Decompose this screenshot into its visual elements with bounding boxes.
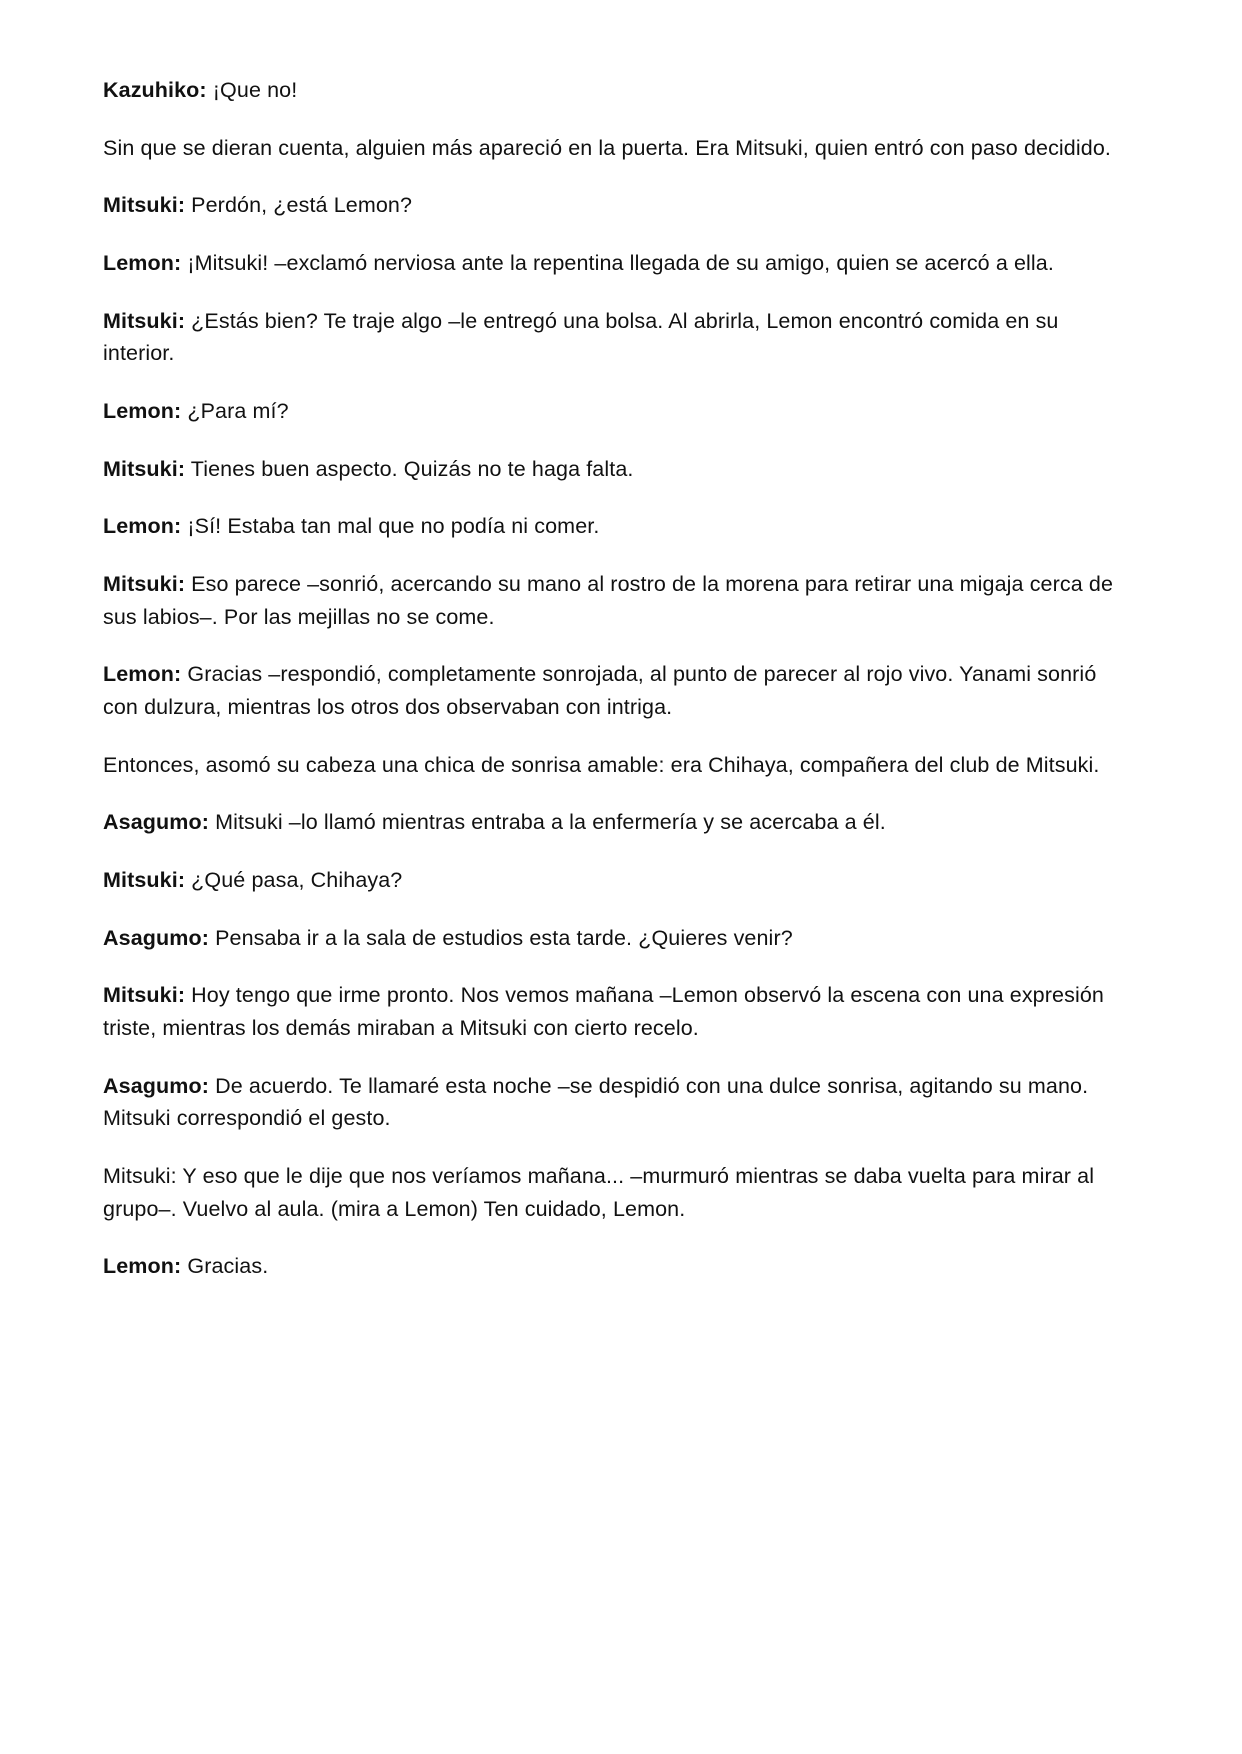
paragraph-text: ¿Para mí? <box>181 399 289 424</box>
paragraph-text: ¡Mitsuki! –exclamó nerviosa ante la repentina llegada de su amigo, quien se acercó a ella. <box>181 251 1054 276</box>
speaker-label: Lemon: <box>103 1254 182 1279</box>
paragraph-text: De acuerdo. Te llamaré esta noche –se despidió con una dulce sonrisa, agitando su mano. Mitsuki correspondió el gesto. <box>103 1073 1089 1131</box>
dialogue-paragraph <box>103 979 1134 1044</box>
dialogue-paragraph <box>103 568 1134 633</box>
dialogue-paragraph <box>103 1250 1134 1283</box>
speaker-label: Kazuhiko: <box>103 78 207 102</box>
paragraph-text: ¡Sí! Estaba tan mal que no podía ni comer. <box>181 514 600 539</box>
paragraph-text: ¿Qué pasa, Chihaya? <box>185 868 403 893</box>
dialogue-paragraph <box>103 305 1134 370</box>
dialogue-paragraph <box>103 658 1134 723</box>
speaker-label: Mitsuki: <box>103 193 186 218</box>
dialogue-paragraph <box>103 132 1134 165</box>
dialogue-paragraph <box>103 395 1134 428</box>
dialogue-paragraph <box>103 1070 1134 1135</box>
speaker-label: Mitsuki: <box>103 1164 177 1189</box>
document-body <box>103 74 1134 1283</box>
dialogue-paragraph <box>103 806 1134 839</box>
speaker-label: Lemon: <box>103 251 182 276</box>
paragraph-text: Pensaba ir a la sala de estudios esta tarde. ¿Quieres venir? <box>208 925 793 950</box>
paragraph-text: Gracias. <box>181 1254 269 1279</box>
speaker-label: Lemon: <box>103 662 182 687</box>
speaker-label: Asagumo: <box>103 810 209 835</box>
paragraph-text: Eso parece –sonrió, acercando su mano al rostro de la morena para retirar una migaja cerca de sus labios–. Por las mejillas no se come. <box>103 572 1114 629</box>
paragraph-text: Hoy tengo que irme pronto. Nos vemos mañana –Lemon observó la escena con una expresión triste, mientras los demás miraban a Mitsuki con cierto recelo. <box>103 983 1104 1041</box>
dialogue-paragraph <box>103 1160 1134 1225</box>
paragraph-text: Sin que se dieran cuenta, alguien más apareció en la puerta. Era Mitsuki, quien entró con paso decidido. <box>103 135 1111 160</box>
paragraph-text: ¡Que no! <box>206 78 298 102</box>
paragraph-text: Gracias –respondió, completamente sonrojada, al punto de parecer al rojo vivo. Yanami sonrió con dulzura, mientras los otros dos observaban con intriga. <box>103 662 1097 720</box>
paragraph-text: Entonces, asomó su cabeza una chica de sonrisa amable: era Chihaya, compañera del club de Mitsuki. <box>103 752 1100 777</box>
speaker-label: Lemon: <box>103 514 182 539</box>
speaker-label: Lemon: <box>103 399 182 424</box>
speaker-label: Mitsuki: <box>103 572 186 597</box>
speaker-label: Mitsuki: <box>103 456 186 481</box>
paragraph-text: Perdón, ¿está Lemon? <box>185 193 413 218</box>
dialogue-paragraph <box>103 749 1134 782</box>
dialogue-paragraph <box>103 864 1134 897</box>
dialogue-paragraph <box>103 247 1134 280</box>
dialogue-paragraph <box>103 453 1134 486</box>
speaker-label: Mitsuki: <box>103 308 186 333</box>
paragraph-text: Y eso que le dije que nos veríamos mañana... –murmuró mientras se daba vuelta para mirar al grupo–. Vuelvo al aula. (mira a Lemon) Ten cuidado, Lemon. <box>103 1164 1095 1221</box>
paragraph-text: ¿Estás bien? Te traje algo –le entregó una bolsa. Al abrirla, Lemon encontró comida en su interior. <box>103 308 1059 366</box>
speaker-label: Mitsuki: <box>103 983 186 1008</box>
dialogue-paragraph <box>103 922 1134 955</box>
paragraph-text: Mitsuki –lo llamó mientras entraba a la enfermería y se acercaba a él. <box>208 810 886 835</box>
dialogue-paragraph <box>103 510 1134 543</box>
speaker-label: Asagumo: <box>103 1073 209 1098</box>
speaker-label: Mitsuki: <box>103 868 186 893</box>
dialogue-paragraph <box>103 74 1134 107</box>
dialogue-paragraph <box>103 189 1134 222</box>
speaker-label: Asagumo: <box>103 925 209 950</box>
paragraph-text: Tienes buen aspecto. Quizás no te haga falta. <box>185 456 634 481</box>
